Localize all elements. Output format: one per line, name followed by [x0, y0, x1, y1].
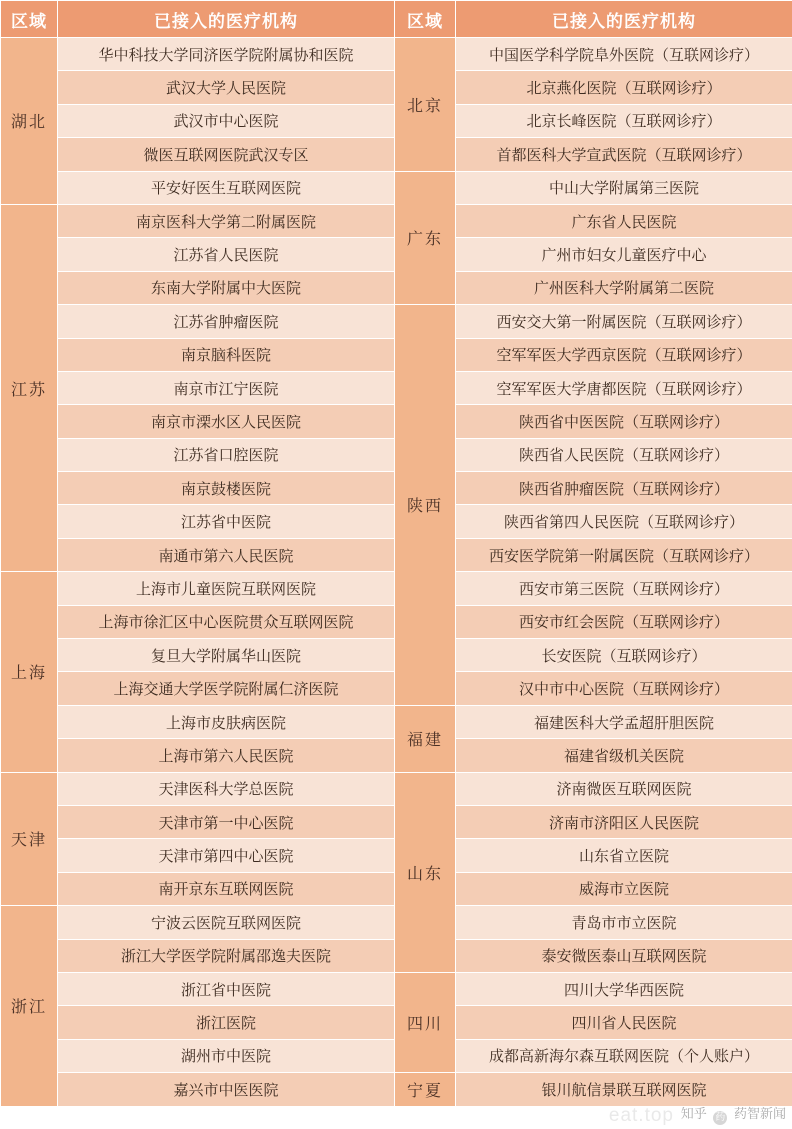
table-row [1, 972, 792, 1005]
institution-cell: 陕西省人民医院（互联网诊疗） [456, 438, 792, 471]
institution-cell: 宁波云医院互联网医院 [58, 906, 395, 939]
institution-cell: 泰安微医泰山互联网医院 [456, 939, 792, 972]
region-cell: 福建 [395, 705, 456, 772]
institution-cell: 南京医科大学第二附属医院 [58, 204, 395, 237]
institution-cell: 南京鼓楼医院 [58, 472, 395, 505]
table-row [1, 772, 792, 805]
table-row [1, 38, 792, 71]
institution-cell: 北京燕化医院（互联网诊疗） [456, 71, 792, 104]
institution-cell: 华中科技大学同济医学院附属协和医院 [58, 38, 395, 71]
institution-cell: 南开京东互联网医院 [58, 872, 395, 905]
institution-cell: 浙江大学医学院附属邵逸夫医院 [58, 939, 395, 972]
header-region-left: 区域 [1, 1, 58, 38]
institution-cell: 首都医科大学宣武医院（互联网诊疗） [456, 138, 792, 171]
institution-cell: 山东省立医院 [456, 839, 792, 872]
institution-cell: 天津市第四中心医院 [58, 839, 395, 872]
institution-cell: 西安交大第一附属医院（互联网诊疗） [456, 305, 792, 338]
institution-cell: 天津市第一中心医院 [58, 805, 395, 838]
institution-cell: 江苏省口腔医院 [58, 438, 395, 471]
institution-cell: 中山大学附属第三医院 [456, 171, 792, 204]
institution-cell: 广州医科大学附属第二医院 [456, 271, 792, 304]
region-cell: 山东 [395, 772, 456, 972]
institution-cell: 北京长峰医院（互联网诊疗） [456, 104, 792, 137]
institution-cell: 南京市溧水区人民医院 [58, 405, 395, 438]
institution-cell: 上海市皮肤病医院 [58, 705, 395, 738]
region-cell: 陕西 [395, 305, 456, 706]
region-cell: 江苏 [1, 204, 58, 571]
institution-cell: 上海市儿童医院互联网医院 [58, 572, 395, 605]
institution-cell: 福建省级机关医院 [456, 739, 792, 772]
institution-cell: 复旦大学附属华山医院 [58, 639, 395, 672]
institution-cell: 江苏省中医院 [58, 505, 395, 538]
table-header-row [1, 1, 792, 38]
table-row [1, 705, 792, 738]
institution-cell: 浙江医院 [58, 1006, 395, 1039]
institution-cell: 陕西省肿瘤医院（互联网诊疗） [456, 472, 792, 505]
table-body [1, 38, 792, 1107]
watermark-zhihu-label: 知乎 [680, 1106, 707, 1121]
institution-cell: 陕西省中医医院（互联网诊疗） [456, 405, 792, 438]
table-row [1, 171, 792, 204]
institution-cell: 上海市徐汇区中心医院贯众互联网医院 [58, 605, 395, 638]
header-region-right: 区域 [395, 1, 456, 38]
institution-cell: 陕西省第四人民医院（互联网诊疗） [456, 505, 792, 538]
institution-cell: 西安市第三医院（互联网诊疗） [456, 572, 792, 605]
region-cell: 四川 [395, 972, 456, 1072]
header-institution-right: 已接入的医疗机构 [456, 1, 792, 38]
institution-cell: 西安医学院第一附属医院（互联网诊疗） [456, 538, 792, 571]
institution-cell: 南京脑科医院 [58, 338, 395, 371]
institution-cell: 嘉兴市中医医院 [58, 1073, 395, 1106]
institution-cell: 济南微医互联网医院 [456, 772, 792, 805]
institution-cell: 汉中市中心医院（互联网诊疗） [456, 672, 792, 705]
region-cell: 天津 [1, 772, 58, 906]
institution-cell: 上海交通大学医学院附属仁济医院 [58, 672, 395, 705]
institution-cell: 四川大学华西医院 [456, 972, 792, 1005]
background-watermark: eat.top [608, 1105, 674, 1126]
institution-cell: 中国医学科学院阜外医院（互联网诊疗） [456, 38, 792, 71]
institution-cell: 成都高新海尔森互联网医院（个人账户） [456, 1039, 792, 1072]
region-cell: 北京 [395, 38, 456, 172]
table-header [1, 1, 792, 38]
institution-cell: 武汉大学人民医院 [58, 71, 395, 104]
institution-cell: 威海市立医院 [456, 872, 792, 905]
watermark-source-label: 药智新闻 [733, 1106, 786, 1121]
institution-cell: 空军军医大学唐都医院（互联网诊疗） [456, 371, 792, 404]
institution-cell: 空军军医大学西京医院（互联网诊疗） [456, 338, 792, 371]
institution-cell: 银川航信景联互联网医院 [456, 1073, 792, 1106]
institution-cell: 江苏省人民医院 [58, 238, 395, 271]
institution-cell: 青岛市市立医院 [456, 906, 792, 939]
institution-cell: 上海市第六人民医院 [58, 739, 395, 772]
header-institution-left: 已接入的医疗机构 [58, 1, 395, 38]
institution-cell: 浙江省中医院 [58, 972, 395, 1005]
institution-cell: 长安医院（互联网诊疗） [456, 639, 792, 672]
region-cell: 上海 [1, 572, 58, 772]
region-cell: 广东 [395, 171, 456, 305]
institution-cell: 四川省人民医院 [456, 1006, 792, 1039]
region-cell: 湖北 [1, 38, 58, 205]
yaozhi-logo-icon: 药 [715, 1112, 726, 1123]
table-row [1, 305, 792, 338]
institution-cell: 南通市第六人民医院 [58, 538, 395, 571]
institution-cell: 东南大学附属中大医院 [58, 271, 395, 304]
institution-cell: 天津医科大学总医院 [58, 772, 395, 805]
institution-cell: 南京市江宁医院 [58, 371, 395, 404]
region-cell: 浙江 [1, 906, 58, 1106]
institution-cell: 武汉市中心医院 [58, 104, 395, 137]
institution-cell: 济南市济阳区人民医院 [456, 805, 792, 838]
institution-cell: 湖州市中医院 [58, 1039, 395, 1072]
institution-cell: 平安好医生互联网医院 [58, 171, 395, 204]
institution-cell: 西安市红会医院（互联网诊疗） [456, 605, 792, 638]
region-cell: 宁夏 [395, 1073, 456, 1106]
institution-cell: 广东省人民医院 [456, 204, 792, 237]
institution-cell: 福建医科大学孟超肝胆医院 [456, 705, 792, 738]
institution-cell: 江苏省肿瘤医院 [58, 305, 395, 338]
table-row [1, 1073, 792, 1106]
institution-cell: 广州市妇女儿童医疗中心 [456, 238, 792, 271]
institution-cell: 微医互联网医院武汉专区 [58, 138, 395, 171]
